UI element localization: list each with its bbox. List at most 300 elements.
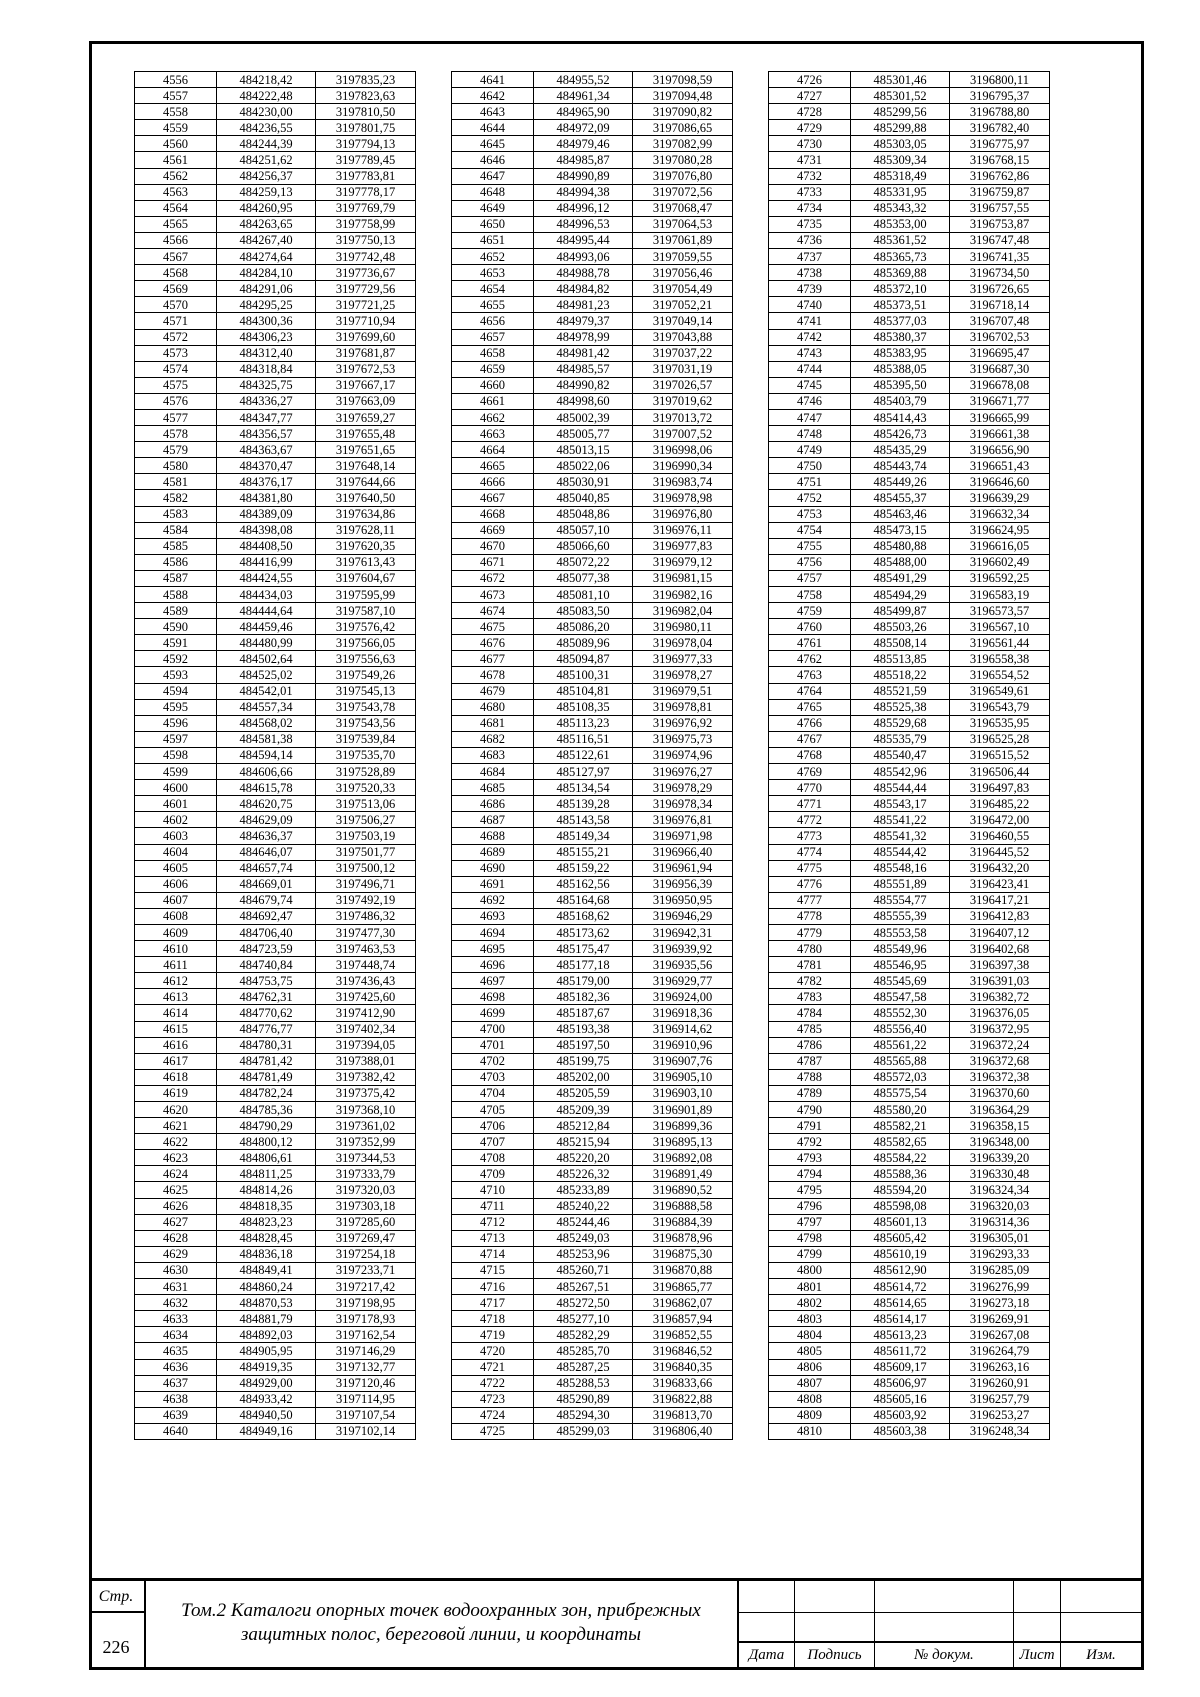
header-signature: Подпись (807, 1647, 862, 1663)
table-row (452, 1005, 733, 1021)
point-number: 4584 (135, 522, 217, 538)
point-number: 4557 (135, 88, 217, 104)
x-coordinate: 484706,40 (217, 924, 316, 940)
point-number: 4722 (452, 1375, 534, 1391)
table-row (452, 667, 733, 683)
y-coordinate: 3196592,25 (950, 570, 1050, 586)
point-number: 4765 (769, 699, 851, 715)
y-coordinate: 3197503,19 (316, 828, 416, 844)
point-number: 4781 (769, 957, 851, 973)
table-row (135, 683, 416, 699)
x-coordinate: 485139,28 (534, 796, 633, 812)
point-number: 4629 (135, 1246, 217, 1262)
y-coordinate: 3196918,36 (633, 1005, 733, 1021)
point-number: 4776 (769, 876, 851, 892)
table-row (769, 1230, 1050, 1246)
point-number: 4594 (135, 683, 217, 699)
y-coordinate: 3197721,25 (316, 297, 416, 313)
x-coordinate: 485285,70 (534, 1343, 633, 1359)
point-number: 4688 (452, 828, 534, 844)
table-row (135, 1262, 416, 1278)
x-coordinate: 485143,58 (534, 812, 633, 828)
point-number: 4726 (769, 72, 851, 88)
x-coordinate: 484629,09 (217, 812, 316, 828)
x-coordinate: 485100,31 (534, 667, 633, 683)
y-coordinate: 3196264,79 (950, 1343, 1050, 1359)
table-row (769, 1391, 1050, 1407)
table-row (135, 667, 416, 683)
table-row (452, 88, 733, 104)
y-coordinate: 3197539,84 (316, 731, 416, 747)
y-coordinate: 3196639,29 (950, 490, 1050, 506)
point-number: 4708 (452, 1150, 534, 1166)
table-row (135, 941, 416, 957)
point-number: 4634 (135, 1327, 217, 1343)
y-coordinate: 3196741,35 (950, 249, 1050, 265)
x-coordinate: 484790,29 (217, 1118, 316, 1134)
table-row (452, 651, 733, 667)
y-coordinate: 3196878,96 (633, 1230, 733, 1246)
table-row (135, 1150, 416, 1166)
point-number: 4710 (452, 1182, 534, 1198)
table-row (452, 377, 733, 393)
table-row (769, 683, 1050, 699)
point-number: 4745 (769, 377, 851, 393)
x-coordinate: 485553,58 (851, 924, 950, 940)
x-coordinate: 485554,77 (851, 892, 950, 908)
x-coordinate: 484376,17 (217, 474, 316, 490)
table-row (452, 313, 733, 329)
y-coordinate: 3196678,08 (950, 377, 1050, 393)
y-coordinate: 3197080,28 (633, 152, 733, 168)
x-coordinate: 485066,60 (534, 538, 633, 554)
y-coordinate: 3196320,03 (950, 1198, 1050, 1214)
y-coordinate: 3197576,42 (316, 619, 416, 635)
y-coordinate: 3196370,60 (950, 1085, 1050, 1101)
table-row (452, 152, 733, 168)
x-coordinate: 485503,26 (851, 619, 950, 635)
y-coordinate: 3196806,40 (633, 1423, 733, 1439)
y-coordinate: 3196890,52 (633, 1182, 733, 1198)
point-number: 4618 (135, 1069, 217, 1085)
table-row (769, 1134, 1050, 1150)
y-coordinate: 3196813,70 (633, 1407, 733, 1423)
table-row (452, 522, 733, 538)
x-coordinate: 484892,03 (217, 1327, 316, 1343)
point-number: 4808 (769, 1391, 851, 1407)
table-row (769, 587, 1050, 603)
y-coordinate: 3197448,74 (316, 957, 416, 973)
y-coordinate: 3196671,77 (950, 393, 1050, 409)
x-coordinate: 484781,49 (217, 1069, 316, 1085)
point-number: 4657 (452, 329, 534, 345)
y-coordinate: 3196445,52 (950, 844, 1050, 860)
table-row (452, 1069, 733, 1085)
y-coordinate: 3197736,67 (316, 265, 416, 281)
point-number: 4717 (452, 1295, 534, 1311)
point-number: 4742 (769, 329, 851, 345)
y-coordinate: 3196616,05 (950, 538, 1050, 554)
table-row (769, 1423, 1050, 1439)
point-number: 4651 (452, 232, 534, 248)
y-coordinate: 3197198,95 (316, 1295, 416, 1311)
point-number: 4599 (135, 764, 217, 780)
x-coordinate: 485414,43 (851, 409, 950, 425)
y-coordinate: 3196646,60 (950, 474, 1050, 490)
x-coordinate: 485380,37 (851, 329, 950, 345)
y-coordinate: 3197699,60 (316, 329, 416, 345)
x-coordinate: 484800,12 (217, 1134, 316, 1150)
point-number: 4620 (135, 1102, 217, 1118)
point-number: 4696 (452, 957, 534, 973)
point-number: 4675 (452, 619, 534, 635)
table-row (135, 377, 416, 393)
table-row (135, 1327, 416, 1343)
table-row (769, 989, 1050, 1005)
point-number: 4804 (769, 1327, 851, 1343)
y-coordinate: 3197217,42 (316, 1279, 416, 1295)
y-coordinate: 3196762,86 (950, 168, 1050, 184)
y-coordinate: 3196293,33 (950, 1246, 1050, 1262)
x-coordinate: 485614,17 (851, 1311, 950, 1327)
x-coordinate: 484723,59 (217, 941, 316, 957)
y-coordinate: 3196971,98 (633, 828, 733, 844)
point-number: 4772 (769, 812, 851, 828)
y-coordinate: 3197361,02 (316, 1118, 416, 1134)
x-coordinate: 485508,14 (851, 635, 950, 651)
y-coordinate: 3196939,92 (633, 941, 733, 957)
y-coordinate: 3196980,11 (633, 619, 733, 635)
point-number: 4637 (135, 1375, 217, 1391)
table-row (452, 297, 733, 313)
y-coordinate: 3197672,53 (316, 361, 416, 377)
x-coordinate: 485499,87 (851, 603, 950, 619)
table-row (452, 844, 733, 860)
table-row (135, 249, 416, 265)
point-number: 4773 (769, 828, 851, 844)
table-row (769, 168, 1050, 184)
x-coordinate: 485549,96 (851, 941, 950, 957)
y-coordinate: 3196665,99 (950, 409, 1050, 425)
table-row (135, 1005, 416, 1021)
x-coordinate: 484218,42 (217, 72, 316, 88)
table-row (452, 731, 733, 747)
table-row (769, 490, 1050, 506)
y-coordinate: 3197587,10 (316, 603, 416, 619)
table-row (769, 1069, 1050, 1085)
table-row (769, 957, 1050, 973)
y-coordinate: 3197801,75 (316, 120, 416, 136)
x-coordinate: 485162,56 (534, 876, 633, 892)
x-coordinate: 484988,78 (534, 265, 633, 281)
point-number: 4748 (769, 426, 851, 442)
y-coordinate: 3197269,47 (316, 1230, 416, 1246)
x-coordinate: 485177,18 (534, 957, 633, 973)
point-number: 4623 (135, 1150, 217, 1166)
y-coordinate: 3197019,62 (633, 393, 733, 409)
table-row (135, 1391, 416, 1407)
table-row (452, 796, 733, 812)
x-coordinate: 484606,66 (217, 764, 316, 780)
x-coordinate: 485220,20 (534, 1150, 633, 1166)
y-coordinate: 3197054,49 (633, 281, 733, 297)
x-coordinate: 484222,48 (217, 88, 316, 104)
table-row (452, 506, 733, 522)
table-row (135, 184, 416, 200)
point-number: 4606 (135, 876, 217, 892)
point-number: 4783 (769, 989, 851, 1005)
point-number: 4714 (452, 1246, 534, 1262)
table-row (769, 1311, 1050, 1327)
point-number: 4700 (452, 1021, 534, 1037)
x-coordinate: 485395,50 (851, 377, 950, 393)
y-coordinate: 3196707,48 (950, 313, 1050, 329)
point-number: 4810 (769, 1423, 851, 1439)
x-coordinate: 484416,99 (217, 554, 316, 570)
x-coordinate: 484459,46 (217, 619, 316, 635)
point-number: 4684 (452, 764, 534, 780)
y-coordinate: 3197388,01 (316, 1053, 416, 1069)
x-coordinate: 484828,45 (217, 1230, 316, 1246)
y-coordinate: 3196726,65 (950, 281, 1050, 297)
table-row (769, 1214, 1050, 1230)
y-coordinate: 3196903,10 (633, 1085, 733, 1101)
table-row (452, 957, 733, 973)
table-row (452, 764, 733, 780)
point-number: 4677 (452, 651, 534, 667)
header-doc-number: № докум. (914, 1647, 974, 1663)
y-coordinate: 3196892,08 (633, 1150, 733, 1166)
table-row (135, 1295, 416, 1311)
y-coordinate: 3196905,10 (633, 1069, 733, 1085)
x-coordinate: 484995,44 (534, 232, 633, 248)
y-coordinate: 3196423,41 (950, 876, 1050, 892)
point-number: 4652 (452, 249, 534, 265)
y-coordinate: 3196840,35 (633, 1359, 733, 1375)
y-coordinate: 3197566,05 (316, 635, 416, 651)
table-row (135, 506, 416, 522)
y-coordinate: 3196979,12 (633, 554, 733, 570)
y-coordinate: 3197794,13 (316, 136, 416, 152)
table-row (135, 1102, 416, 1118)
y-coordinate: 3197120,46 (316, 1375, 416, 1391)
y-coordinate: 3196260,91 (950, 1375, 1050, 1391)
x-coordinate: 484919,35 (217, 1359, 316, 1375)
table-row (135, 876, 416, 892)
table-row (135, 1246, 416, 1262)
y-coordinate: 3196978,04 (633, 635, 733, 651)
y-coordinate: 3196822,88 (633, 1391, 733, 1407)
point-number: 4723 (452, 1391, 534, 1407)
table-row (452, 1375, 733, 1391)
point-number: 4796 (769, 1198, 851, 1214)
x-coordinate: 484363,67 (217, 442, 316, 458)
x-coordinate: 484434,03 (217, 587, 316, 603)
y-coordinate: 3197076,80 (633, 168, 733, 184)
y-coordinate: 3197375,42 (316, 1085, 416, 1101)
point-number: 4803 (769, 1311, 851, 1327)
table-row (769, 715, 1050, 731)
x-coordinate: 485584,22 (851, 1150, 950, 1166)
table-row (452, 232, 733, 248)
x-coordinate: 484251,62 (217, 152, 316, 168)
header-date: Дата (748, 1647, 785, 1663)
y-coordinate: 3196759,87 (950, 184, 1050, 200)
y-coordinate: 3197425,60 (316, 989, 416, 1005)
table-row (452, 474, 733, 490)
x-coordinate: 485603,92 (851, 1407, 950, 1423)
point-number: 4668 (452, 506, 534, 522)
y-coordinate: 3196305,01 (950, 1230, 1050, 1246)
y-coordinate: 3196978,81 (633, 699, 733, 715)
table-row (135, 1359, 416, 1375)
point-number: 4656 (452, 313, 534, 329)
x-coordinate: 484985,57 (534, 361, 633, 377)
x-coordinate: 485561,22 (851, 1037, 950, 1053)
table-row (452, 699, 733, 715)
table-row (452, 200, 733, 216)
y-coordinate: 3196339,20 (950, 1150, 1050, 1166)
x-coordinate: 485240,22 (534, 1198, 633, 1214)
x-coordinate: 485548,16 (851, 860, 950, 876)
point-number: 4617 (135, 1053, 217, 1069)
x-coordinate: 484993,06 (534, 249, 633, 265)
point-number: 4725 (452, 1423, 534, 1439)
y-coordinate: 3197082,99 (633, 136, 733, 152)
table-row (135, 281, 416, 297)
y-coordinate: 3196687,30 (950, 361, 1050, 377)
table-row (769, 924, 1050, 940)
point-number: 4711 (452, 1198, 534, 1214)
x-coordinate: 485435,29 (851, 442, 950, 458)
table-row (452, 1391, 733, 1407)
x-coordinate: 484998,60 (534, 393, 633, 409)
table-row (769, 1037, 1050, 1053)
point-number: 4782 (769, 973, 851, 989)
y-coordinate: 3197729,56 (316, 281, 416, 297)
x-coordinate: 485301,52 (851, 88, 950, 104)
x-coordinate: 484692,47 (217, 908, 316, 924)
x-coordinate: 485187,67 (534, 1005, 633, 1021)
point-number: 4614 (135, 1005, 217, 1021)
point-number: 4780 (769, 941, 851, 957)
y-coordinate: 3197090,82 (633, 104, 733, 120)
point-number: 4607 (135, 892, 217, 908)
point-number: 4589 (135, 603, 217, 619)
y-coordinate: 3196661,38 (950, 426, 1050, 442)
y-coordinate: 3196795,37 (950, 88, 1050, 104)
point-number: 4689 (452, 844, 534, 860)
x-coordinate: 485193,38 (534, 1021, 633, 1037)
point-number: 4697 (452, 973, 534, 989)
point-number: 4571 (135, 313, 217, 329)
x-coordinate: 485388,05 (851, 361, 950, 377)
point-number: 4678 (452, 667, 534, 683)
table-row (769, 667, 1050, 683)
y-coordinate: 3196775,97 (950, 136, 1050, 152)
y-coordinate: 3197031,19 (633, 361, 733, 377)
y-coordinate: 3197659,27 (316, 409, 416, 425)
table-row (452, 1118, 733, 1134)
x-coordinate: 485094,87 (534, 651, 633, 667)
y-coordinate: 3196946,29 (633, 908, 733, 924)
y-coordinate: 3197604,67 (316, 570, 416, 586)
point-number: 4774 (769, 844, 851, 860)
table-row (769, 554, 1050, 570)
table-row (135, 1053, 416, 1069)
point-number: 4779 (769, 924, 851, 940)
table-row (769, 393, 1050, 409)
x-coordinate: 484996,53 (534, 216, 633, 232)
y-coordinate: 3197520,33 (316, 780, 416, 796)
x-coordinate: 485491,29 (851, 570, 950, 586)
table-row (135, 780, 416, 796)
document-title-line-2: защитных полос, береговой линии, и координаты (240, 1624, 641, 1645)
y-coordinate: 3197634,86 (316, 506, 416, 522)
table-row (135, 924, 416, 940)
x-coordinate: 484870,53 (217, 1295, 316, 1311)
y-coordinate: 3197352,99 (316, 1134, 416, 1150)
y-coordinate: 3196632,34 (950, 506, 1050, 522)
x-coordinate: 485594,20 (851, 1182, 950, 1198)
x-coordinate: 485540,47 (851, 747, 950, 763)
y-coordinate: 3196561,44 (950, 635, 1050, 651)
point-number: 4568 (135, 265, 217, 281)
x-coordinate: 485089,96 (534, 635, 633, 651)
x-coordinate: 484996,12 (534, 200, 633, 216)
point-number: 4687 (452, 812, 534, 828)
table-row (769, 1343, 1050, 1359)
table-row (452, 120, 733, 136)
x-coordinate: 485104,81 (534, 683, 633, 699)
point-number: 4738 (769, 265, 851, 281)
x-coordinate: 485002,39 (534, 409, 633, 425)
point-number: 4693 (452, 908, 534, 924)
table-row (452, 216, 733, 232)
point-number: 4740 (769, 297, 851, 313)
point-number: 4690 (452, 860, 534, 876)
point-number: 4653 (452, 265, 534, 281)
y-coordinate: 3196966,40 (633, 844, 733, 860)
table-row (135, 232, 416, 248)
table-row (135, 603, 416, 619)
point-number: 4560 (135, 136, 217, 152)
x-coordinate: 485605,16 (851, 1391, 950, 1407)
point-number: 4681 (452, 715, 534, 731)
point-number: 4673 (452, 587, 534, 603)
table-row (135, 731, 416, 747)
table-row (769, 1327, 1050, 1343)
table-row (452, 1037, 733, 1053)
point-number: 4716 (452, 1279, 534, 1295)
table-row (135, 1423, 416, 1439)
y-coordinate: 3197303,18 (316, 1198, 416, 1214)
table-row (452, 1343, 733, 1359)
point-number: 4784 (769, 1005, 851, 1021)
x-coordinate: 484502,64 (217, 651, 316, 667)
point-number: 4732 (769, 168, 851, 184)
table-row (452, 265, 733, 281)
x-coordinate: 485353,00 (851, 216, 950, 232)
point-number: 4682 (452, 731, 534, 747)
x-coordinate: 485588,36 (851, 1166, 950, 1182)
table-row (769, 1166, 1050, 1182)
point-number: 4691 (452, 876, 534, 892)
point-number: 4577 (135, 409, 217, 425)
point-number: 4766 (769, 715, 851, 731)
y-coordinate: 3197436,43 (316, 973, 416, 989)
x-coordinate: 484949,16 (217, 1423, 316, 1439)
